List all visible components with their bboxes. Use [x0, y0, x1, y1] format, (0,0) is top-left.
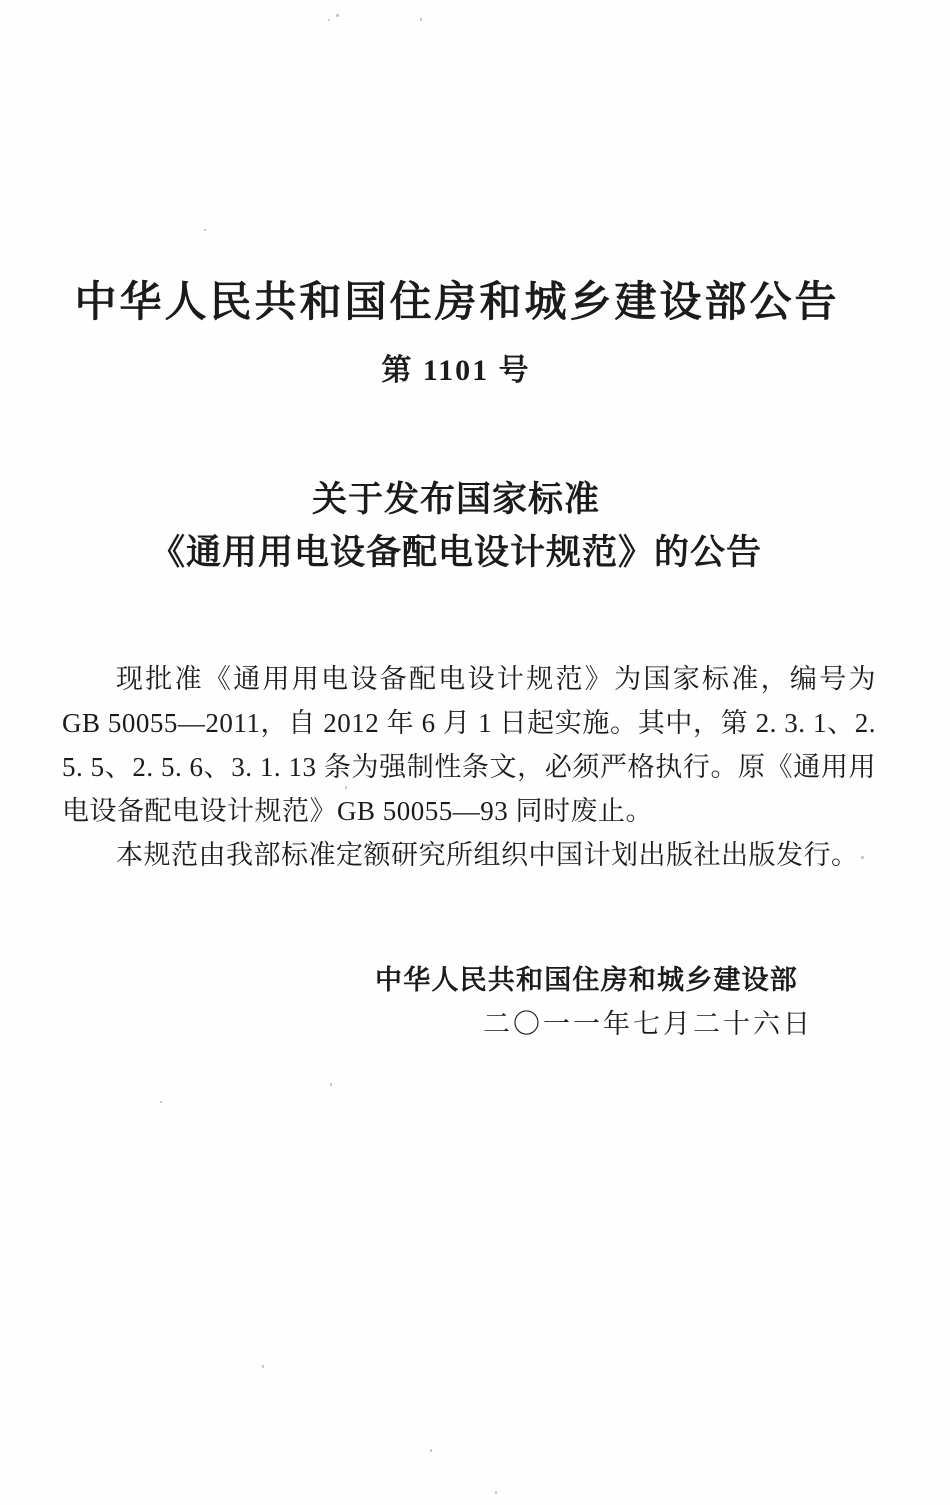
scan-speckle — [160, 1101, 162, 1103]
announcement-title: 中华人民共和国住房和城乡建设部公告 — [74, 278, 840, 326]
scan-speckle — [430, 1449, 432, 1452]
issuing-authority: 中华人民共和国住房和城乡建设部 — [375, 965, 798, 995]
signature-block — [375, 958, 813, 1046]
scan-speckle — [330, 1083, 332, 1086]
scan-speckle — [345, 786, 347, 789]
body-paragraph-2: 本规范由我部标准定额研究所组织中国计划出版社出版发行。 — [116, 840, 859, 870]
subtitle-line-2: 《通用用电设备配电设计规范》的公告 — [149, 533, 762, 572]
scan-speckle — [204, 229, 206, 231]
announcement-subtitle — [0, 473, 912, 579]
scan-speckle — [336, 14, 339, 17]
issue-date: 二〇一一年七月二十六日 — [483, 1009, 813, 1039]
announcement-number: 第 1101 号 — [381, 354, 531, 387]
announcement-body — [62, 657, 876, 877]
scan-speckle — [328, 19, 330, 21]
subtitle-line-1: 关于发布国家标准 — [311, 480, 600, 519]
scan-speckle — [262, 1365, 264, 1368]
scan-speckle — [495, 1491, 497, 1494]
body-paragraph-1: 现批准《通用用电设备配电设计规范》为国家标准，编号为 GB 50055—2011，自 2012 年 6 月 1 日起实施。其中，第 2. 3. 1、2. 5. 5、2. 5. 6、3. 1. 13 条为强制性条文，必须严格执行。原《通用用电设备配电设计规范》GB 50055—93 同时废止。 — [62, 664, 876, 826]
scan-speckle — [420, 18, 422, 21]
scan-speckle — [861, 856, 864, 859]
